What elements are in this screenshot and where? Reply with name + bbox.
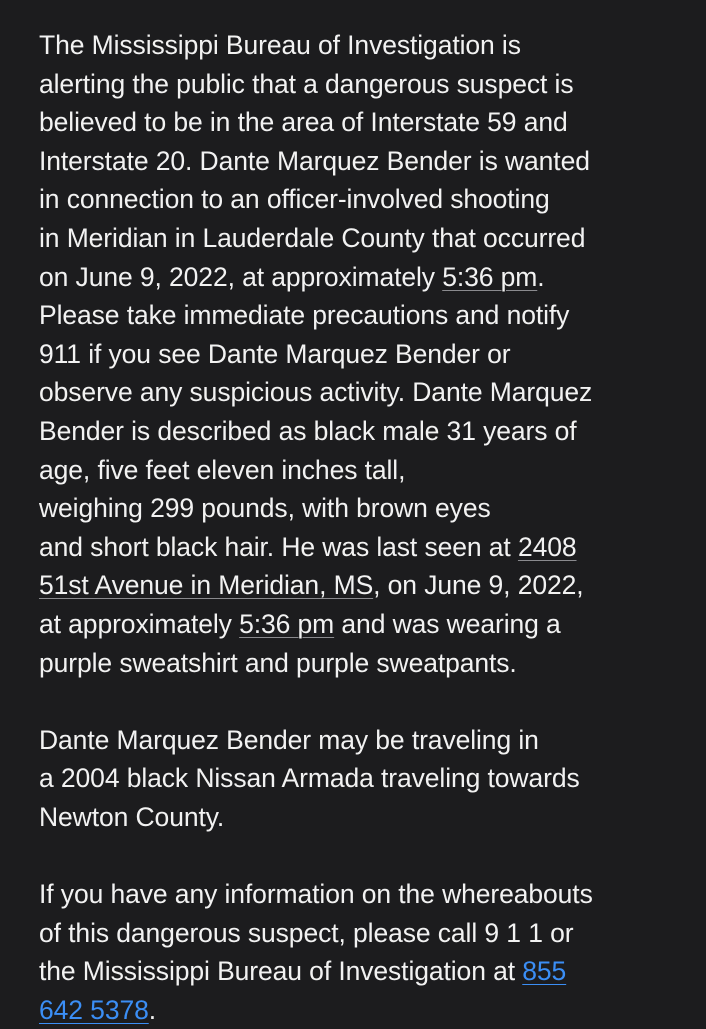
text-segment: the Mississippi Bureau of Investigation at (39, 956, 523, 987)
text-line: in connection to an officer-involved shooting (39, 184, 550, 215)
text-segment: . (148, 994, 156, 1025)
text-line: Interstate 20. Dante Marquez Bender is wanted (39, 145, 590, 176)
text-segment: at approximately (39, 608, 240, 639)
text-line (39, 605, 676, 644)
text-segment: , on June 9, 2022, (373, 570, 584, 601)
text-segment: and short black hair. He was last seen at (39, 531, 518, 562)
text-segment: on June 9, 2022, at approximately (39, 261, 443, 292)
address-link[interactable]: 51st Avenue in Meridian, MS (39, 570, 374, 601)
phone-number-link[interactable]: 855 (522, 956, 567, 987)
text-line: If you have any information on the whereabouts (39, 879, 593, 910)
text-line (39, 528, 676, 567)
text-line (39, 566, 676, 605)
text-line: 911 if you see Dante Marquez Bender or (39, 338, 511, 369)
contact-paragraph (39, 875, 676, 1029)
text-line (39, 258, 676, 297)
text-line: age, five feet eleven inches tall, (39, 454, 406, 485)
text-segment: . (537, 261, 545, 292)
text-line: believed to be in the area of Interstate 59 and (39, 107, 568, 138)
text-line: Dante Marquez Bender may be traveling in (39, 724, 539, 755)
time-link[interactable]: 5:36 pm (239, 608, 335, 639)
text-line: Please take immediate precautions and notify (39, 300, 570, 331)
text-line: Bender is described as black male 31 years of (39, 415, 577, 446)
text-line: The Mississippi Bureau of Investigation is (39, 30, 521, 60)
address-link[interactable]: 2408 (517, 531, 577, 562)
text-line: purple sweatshirt and purple sweatpants. (39, 647, 517, 678)
text-line (39, 991, 676, 1029)
text-line: a 2004 black Nissan Armada traveling towards (39, 763, 580, 794)
text-segment: and was wearing a (334, 608, 561, 639)
vehicle-paragraph (39, 721, 676, 837)
time-link[interactable]: 5:36 pm (442, 261, 538, 292)
phone-number-link[interactable]: 642 5378 (39, 994, 149, 1025)
text-line: in Meridian in Lauderdale County that occurred (39, 222, 586, 253)
text-line: alerting the public that a dangerous suspect is (39, 68, 574, 99)
text-line: weighing 299 pounds, with brown eyes (39, 493, 491, 524)
text-line: of this dangerous suspect, please call 9 1 1 or (39, 917, 574, 948)
text-line: observe any suspicious activity. Dante Marquez (39, 377, 593, 408)
text-line (39, 952, 676, 991)
text-line: Newton County. (39, 801, 225, 832)
alert-paragraph (39, 26, 676, 682)
